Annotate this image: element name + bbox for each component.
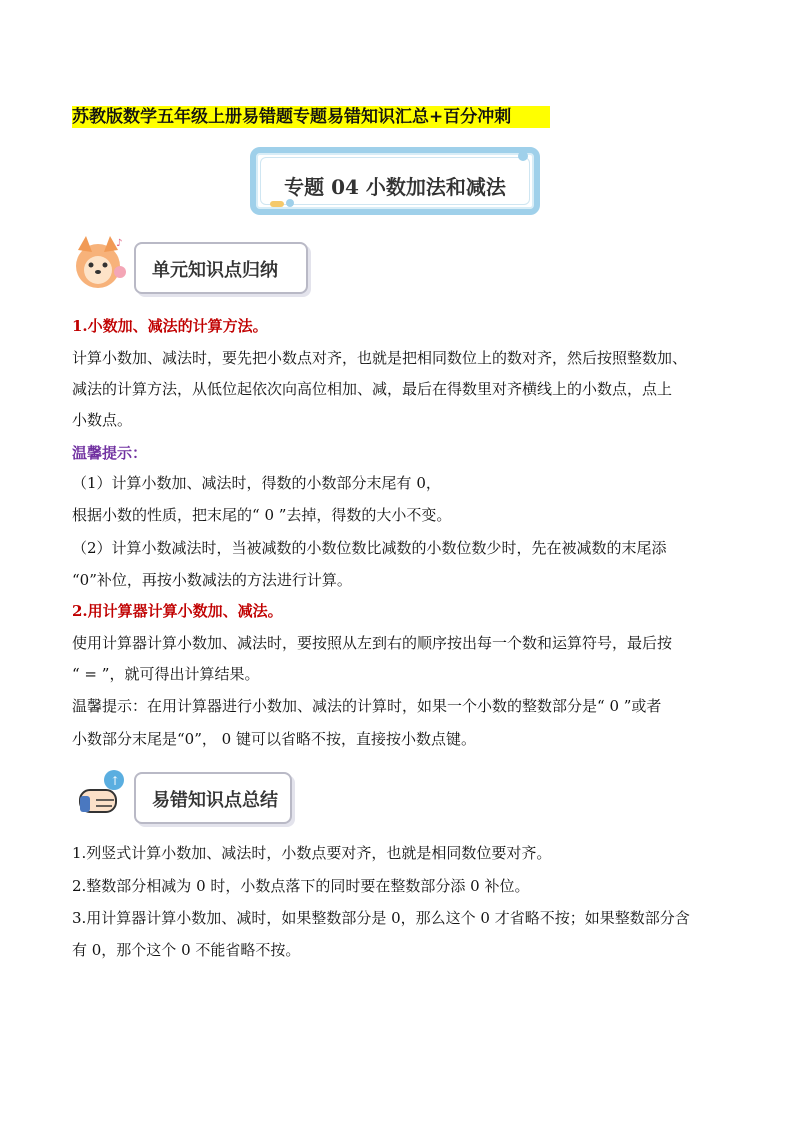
list-item: 2.整数部分相减为 0 时，小数点落下的同时要在整数部分添 0 补位。 [72,877,530,895]
list-item: 3.用计算器计算小数加、减时，如果整数部分是 0，那么这个 0 才省略不按；如果整数部分含 [72,909,690,927]
heading-1: 1.小数加、减法的计算方法。 [72,317,268,335]
topic-title: 专题 04 小数加法和减法 [284,175,506,199]
paragraph-line: 小数部分末尾是“0”， 0 键可以省略不按，直接按小数点键。 [72,730,476,748]
section-label-text: 单元知识点归纳 [152,260,278,281]
document-title: 苏教版数学五年级上册易错题专题易错知识汇总+百分冲刺 [72,106,550,128]
svg-text:↑: ↑ [110,774,121,788]
paragraph-line: 使用计算器计算小数加、减法时，要按照从左到右的顺序按出每一个数和运算符号，最后按 [72,634,673,652]
paragraph-line: 计算小数加、减法时，要先把小数点对齐，也就是把相同数位上的数对齐，然后按照整数加、 [72,349,688,367]
paragraph-line: 小数点。 [72,411,133,429]
decor-dot [286,199,294,207]
cartoon-dog-icon [68,232,132,296]
tip-line: （2）计算小数减法时，当被减数的小数位数比减数的小数位数少时，先在被减数的末尾添 [72,539,667,557]
tip-line: “0”补位，再按小数减法的方法进行计算。 [72,571,352,589]
paragraph-line: 温馨提示：在用计算器进行小数加、减法的计算时，如果一个小数的整数部分是“ 0 ”或者 [72,697,662,715]
pointing-hand-icon [74,766,130,818]
paragraph-line: “ = ”，就可得出计算结果。 [72,665,260,683]
section-label-knowledge [134,242,308,294]
tip-line: （1）计算小数加、减法时，得数的小数部分末尾有 0， [72,474,441,492]
topic-banner [250,147,540,215]
svg-text:♪: ♪ [116,238,123,249]
paragraph-line: 减法的计算方法，从低位起依次向高位相加、减，最后在得数里对齐横线上的小数点，点上 [72,380,673,398]
list-item: 有 0，那个这个 0 不能省略不按。 [72,941,301,959]
section-label-mistakes [134,772,292,824]
tip-line: 根据小数的性质，把末尾的“ 0 ”去掉，得数的大小不变。 [72,506,452,524]
section-label-text: 易错知识点总结 [152,790,278,811]
list-item: 1.列竖式计算小数加、减法时，小数点要对齐，也就是相同数位要对齐。 [72,844,552,862]
decor-dot [518,151,528,161]
tip-label: 温馨提示： [72,444,148,462]
heading-2: 2.用计算器计算小数加、减法。 [72,602,283,620]
decor-leaf [270,201,284,207]
